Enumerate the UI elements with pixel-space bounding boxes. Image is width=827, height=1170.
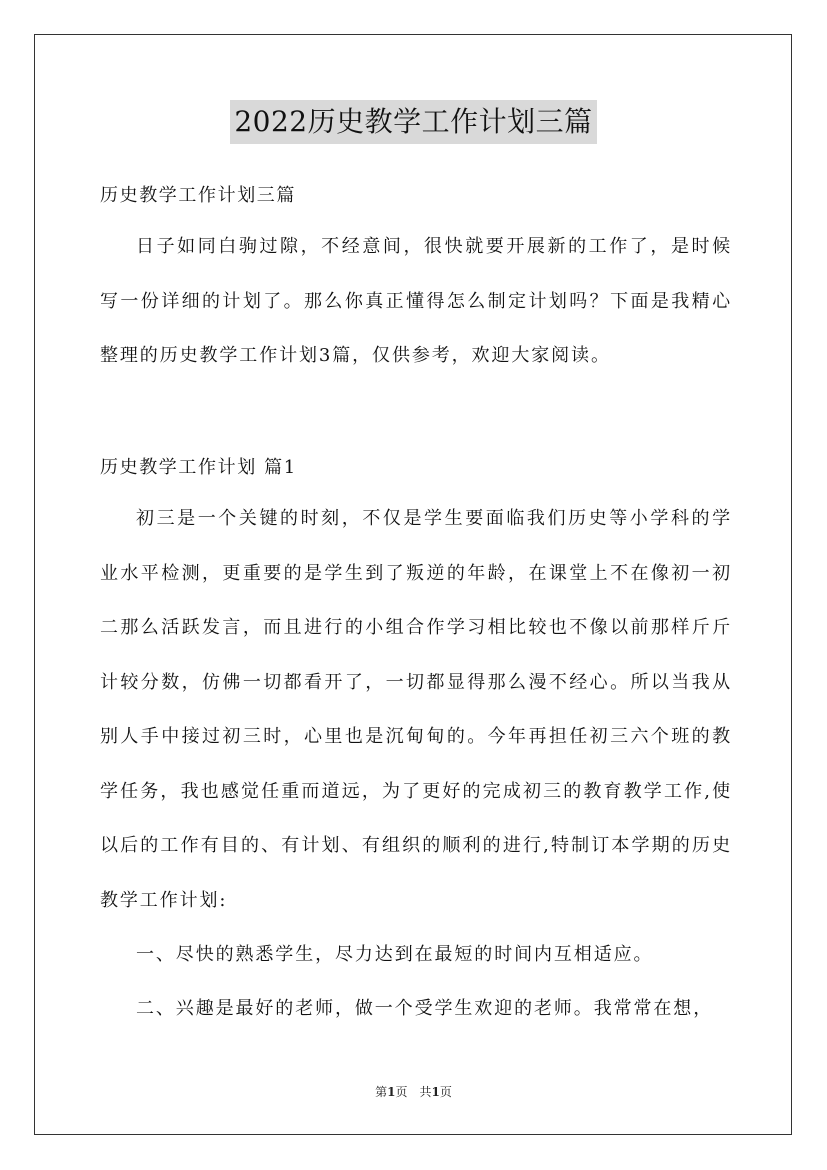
footer-page-mid: 页 共 — [395, 1085, 432, 1099]
document-title-text: 2022历史教学工作计划三篇 — [230, 100, 596, 144]
footer-page-suffix: 页 — [439, 1085, 452, 1099]
document-title — [0, 100, 827, 144]
section-heading: 历史教学工作计划 篇1 — [100, 457, 297, 478]
document-subtitle: 历史教学工作计划三篇 — [100, 185, 296, 206]
footer-page-prefix: 第 — [375, 1085, 388, 1099]
page-footer — [0, 1083, 827, 1100]
footer-page-total: 1 — [431, 1085, 440, 1099]
footer-page-current: 1 — [387, 1085, 396, 1099]
body-paragraph-1: 初三是一个关键的时刻，不仅是学生要面临我们历史等小学科的学业水平检测，更重要的是学生到了叛逆的年龄，在课堂上不在像初一初二那么活跃发言，而且进行的小组合作学习相比较也不像以前那样斤斤计较分数，仿佛一切都看开了，一切都显得那么漫不经心。所以当我从别人手中接过初三时，心里也是沉甸甸的。今年再担任初三六个班的教学任务，我也感觉任重而道远，为了更好的完成初三的教育教学工作,使以后的工作有目的、有计划、有组织的顺利的进行,特制订本学期的历史教学工作计划: — [100, 508, 732, 911]
body-paragraph-2: 一、尽快的熟悉学生，尽力达到在最短的时间内互相适应。 — [136, 944, 654, 965]
intro-paragraph: 日子如同白驹过隙，不经意间，很快就要开展新的工作了，是时候写一份详细的计划了。那么你真正懂得怎么制定计划吗？下面是我精心整理的历史教学工作计划3篇，仅供参考，欢迎大家阅读。 — [100, 236, 732, 366]
body-paragraph-3: 二、兴趣是最好的老师，做一个受学生欢迎的老师。我常常在想， — [136, 998, 714, 1019]
